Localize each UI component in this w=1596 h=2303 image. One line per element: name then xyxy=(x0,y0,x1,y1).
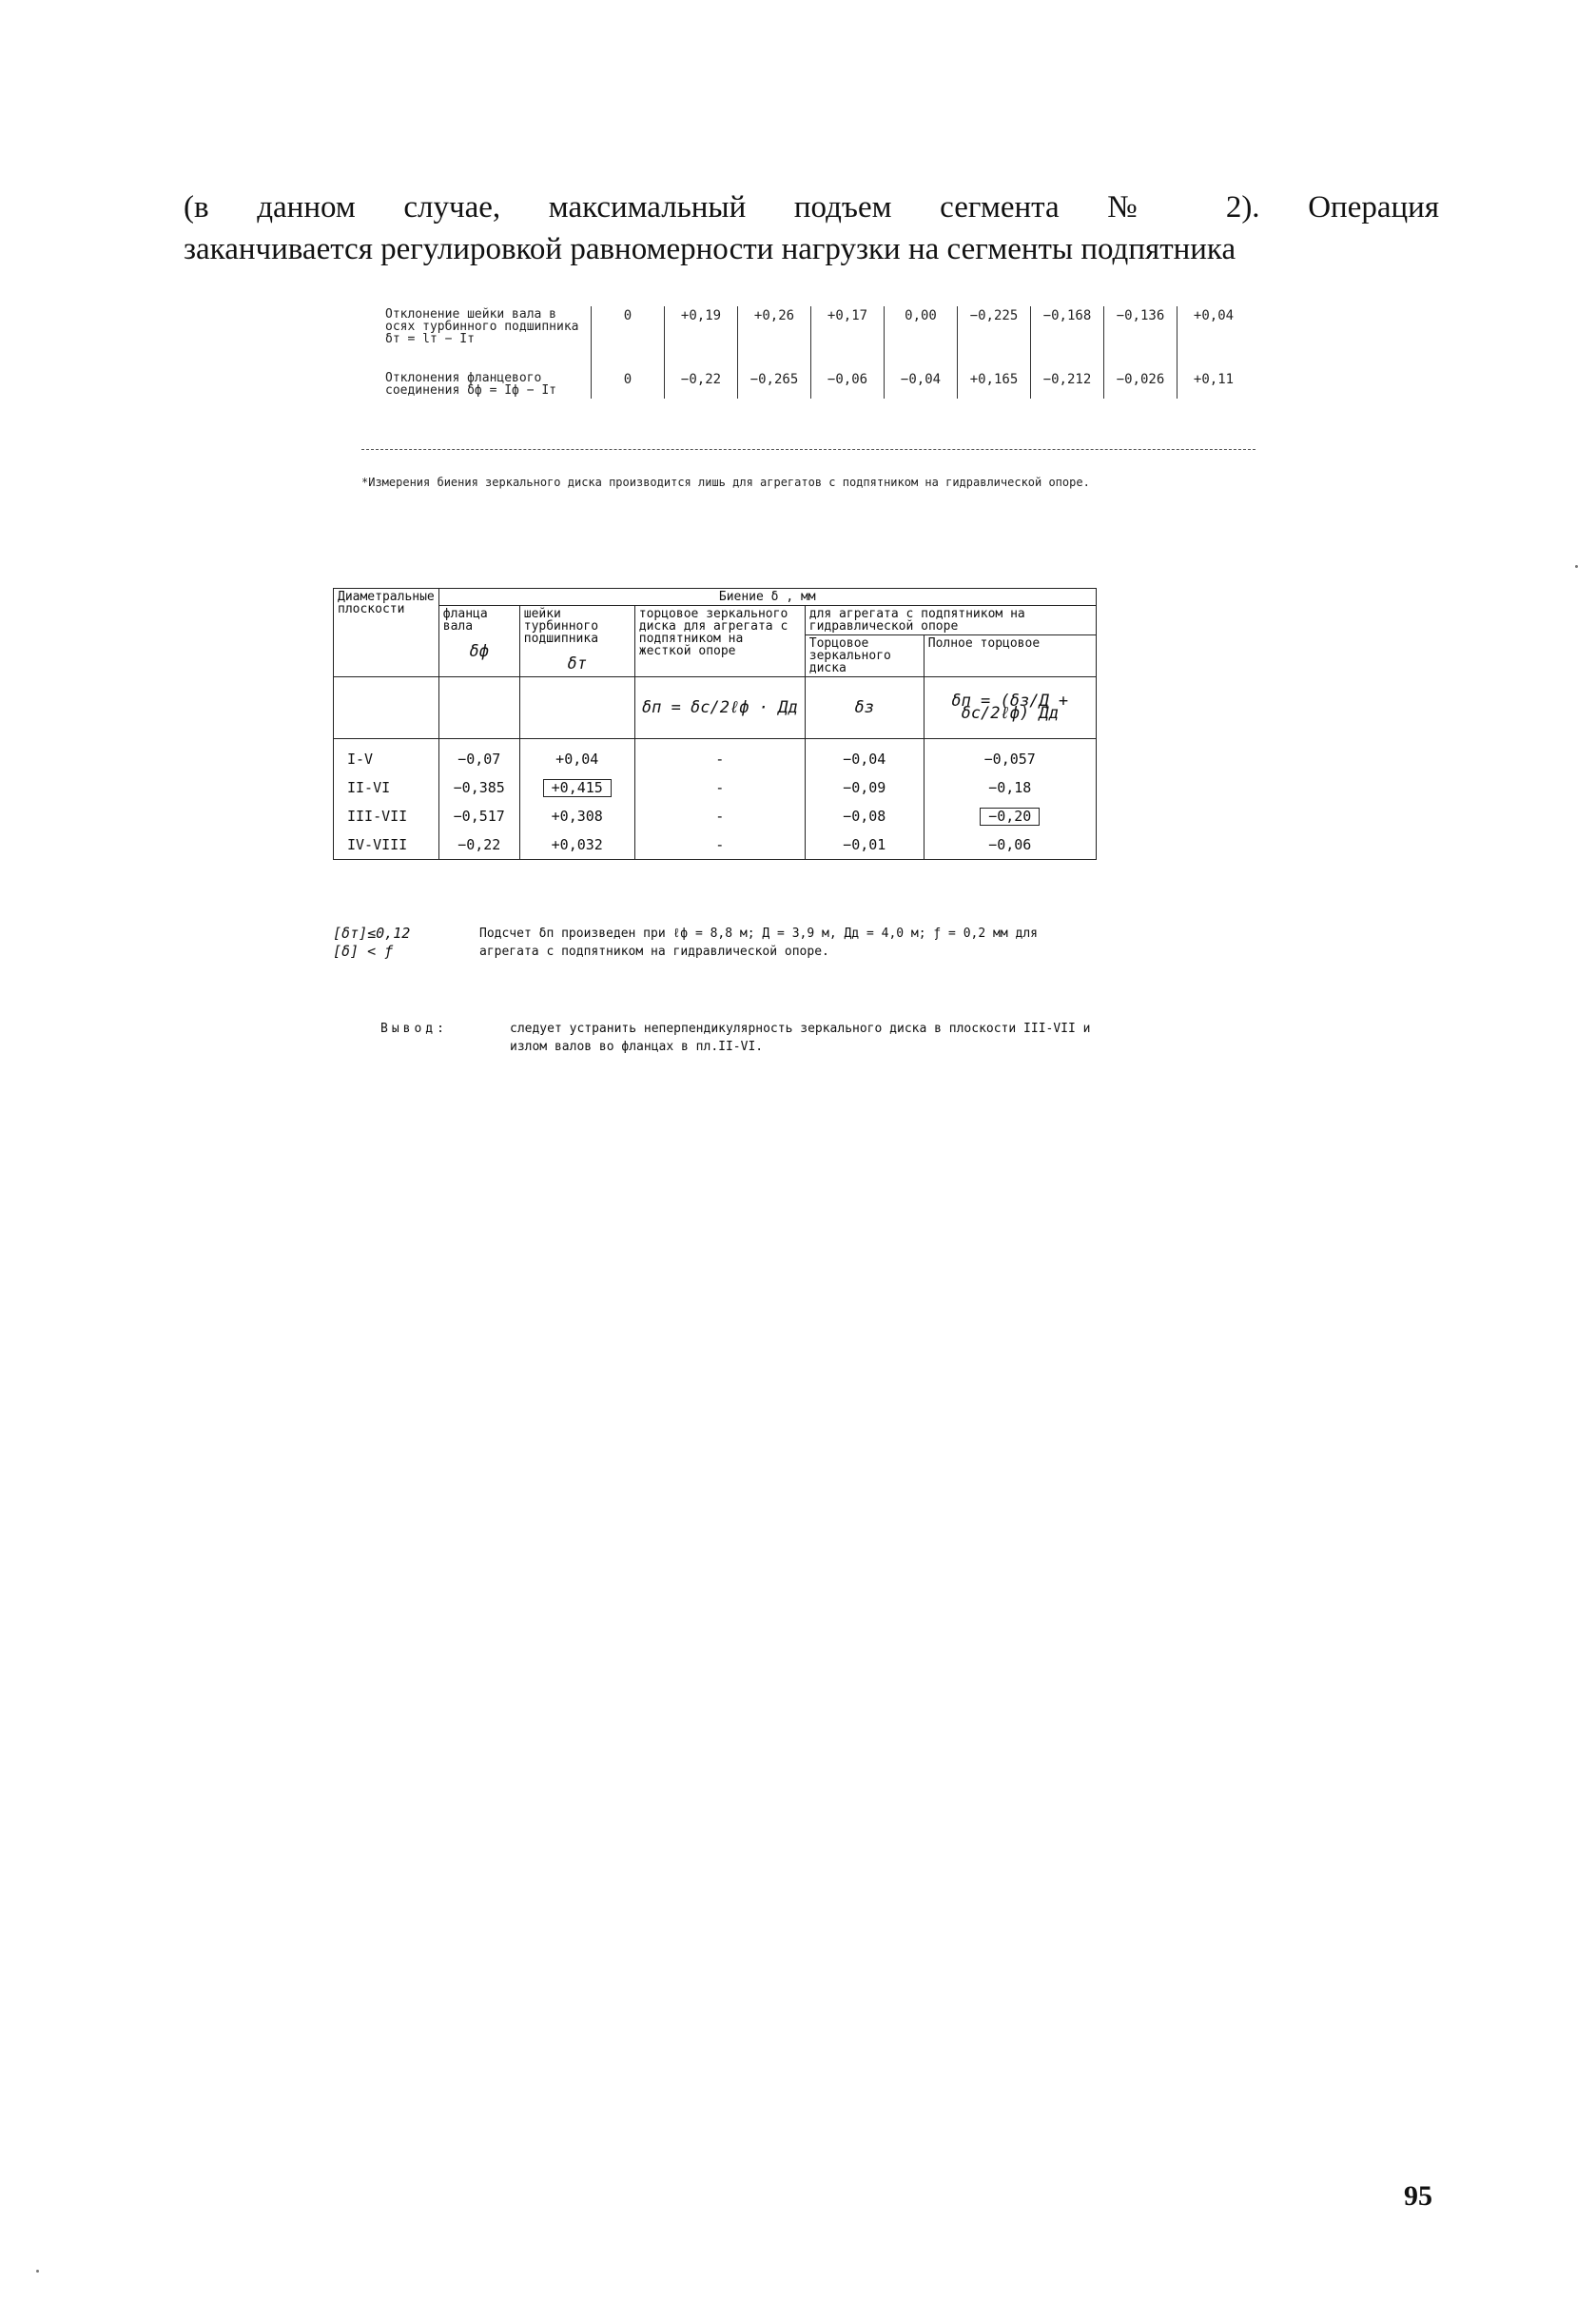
footnote: *Измерения биения зеркального диска производится лишь для агрегатов с подпятником на гидравлической опоре. xyxy=(361,476,1090,489)
deviation-cell: −0,136 xyxy=(1104,306,1178,347)
cell-flange: −0,385 xyxy=(438,773,519,802)
deviation-row xyxy=(361,347,1250,399)
deviation-table xyxy=(361,306,1250,399)
deviation-row xyxy=(361,306,1250,347)
formula-full: δп = (δз/Д + δс/2ℓф) Дд xyxy=(924,677,1096,739)
col-group-hydraulic: для агрегата с подпятником на гидравлической опоре xyxy=(805,606,1096,635)
deviation-cell: −0,225 xyxy=(958,306,1031,347)
col-header-flange-label: фланца вала xyxy=(442,607,488,634)
col-header-neck xyxy=(519,606,634,677)
table-row xyxy=(334,773,1097,802)
deviation-cell: +0,11 xyxy=(1193,372,1235,387)
runout-table xyxy=(333,588,1097,860)
conclusion-text: следует устранить неперпендикулярность зеркального диска в плоскости III-VII и излом валов во фланцах в пл.II-VI. xyxy=(510,1022,1091,1054)
cell-flange: −0,517 xyxy=(438,802,519,830)
col-header-end: Торцовое зеркального диска xyxy=(805,635,924,677)
table-row xyxy=(334,830,1097,860)
col-header-neck-label: шейки турбинного подшипника xyxy=(523,607,599,646)
cell-full: −0,06 xyxy=(924,830,1096,860)
cell-rigid: - xyxy=(634,830,805,860)
deviation-cell: +0,26 xyxy=(738,306,811,347)
cell-end: −0,09 xyxy=(805,773,924,802)
cell-flange: −0,22 xyxy=(438,830,519,860)
cell-flange: −0,07 xyxy=(438,739,519,774)
deviation-cell: −0,04 xyxy=(885,347,958,399)
col-header-flange-symbol: δф xyxy=(469,642,489,661)
formula-rigid: δп = δс/2ℓф · Дд xyxy=(634,677,805,739)
deviation-cell: 0 xyxy=(592,347,665,399)
cell-rigid: - xyxy=(634,802,805,830)
cell-neck: +0,308 xyxy=(519,802,634,830)
conclusion-label: Вывод: xyxy=(380,1022,448,1036)
deviation-cell: 0,00 xyxy=(885,306,958,347)
intro-paragraph xyxy=(184,186,1439,270)
deviation-row-label: Отклонение шейки вала в осях турбинного подшипника δт = lт − Iт xyxy=(361,306,592,347)
cell-end: −0,01 xyxy=(805,830,924,860)
table-row xyxy=(334,739,1097,774)
scan-speck xyxy=(1575,565,1578,568)
table-bottom-rule xyxy=(361,449,1255,450)
row-plane: II-VI xyxy=(334,773,439,802)
deviation-cell: +0,165 xyxy=(958,347,1031,399)
cell-neck xyxy=(519,773,634,802)
deviation-cell: +0,04 xyxy=(1193,308,1235,323)
intro-line-1: (в данном случае, максимальный подъем сегмента № 2). Операция xyxy=(184,190,1439,224)
intro-line-2: заканчивается регулировкой равномерности нагрузки на сегменты подпятника xyxy=(184,232,1236,266)
col-group-runout: Биение δ , мм xyxy=(438,589,1096,606)
cell-full xyxy=(924,802,1096,830)
calculation-note: Подсчет δп произведен при ℓф = 8,8 м; Д = 3,9 м, Дд = 4,0 м; ƒ = 0,2 мм для агрегата с подпятником на гидравлической опоре. xyxy=(479,927,1038,959)
cell-neck: +0,04 xyxy=(519,739,634,774)
boxed-value: +0,415 xyxy=(543,779,612,797)
cell-full: −0,057 xyxy=(924,739,1096,774)
formula-end-symbol: δз xyxy=(805,677,924,739)
deviation-cell: −0,212 xyxy=(1031,347,1104,399)
table-row xyxy=(334,802,1097,830)
col-header-full: Полное торцовое xyxy=(924,635,1096,677)
deviation-cell: −0,026 xyxy=(1104,347,1178,399)
tolerance-runout: [δ] < ƒ xyxy=(333,943,394,960)
row-plane: IV-VIII xyxy=(334,830,439,860)
col-header-flange xyxy=(438,606,519,677)
boxed-value: −0,20 xyxy=(980,808,1040,826)
cell-full: −0,18 xyxy=(924,773,1096,802)
deviation-cell: −0,06 xyxy=(811,347,885,399)
col-header-neck-symbol: δт xyxy=(567,654,587,673)
cell-rigid: - xyxy=(634,773,805,802)
row-plane: III-VII xyxy=(334,802,439,830)
cell-end: −0,04 xyxy=(805,739,924,774)
col-header-rigid: торцовое зеркального диска для агрегата с подпятником на жесткой опоре xyxy=(634,606,805,677)
deviation-row-label: Отклонения фланцевого соединения δф = Iф − Iт xyxy=(361,347,592,399)
cell-end: −0,08 xyxy=(805,802,924,830)
tolerance-notes xyxy=(333,925,457,961)
page-number: 95 xyxy=(1404,2180,1432,2212)
deviation-cell: −0,168 xyxy=(1031,306,1104,347)
deviation-cell: +0,17 xyxy=(811,306,885,347)
tolerance-neck: [δт]≤0,12 xyxy=(333,925,411,942)
deviation-cell: +0,19 xyxy=(665,306,738,347)
scan-speck xyxy=(36,2270,39,2273)
row-plane: I-V xyxy=(334,739,439,774)
deviation-cell: −0,22 xyxy=(665,347,738,399)
cell-neck: +0,032 xyxy=(519,830,634,860)
deviation-cell: 0 xyxy=(592,306,665,347)
col-header-plane: Диаметральные плоскости xyxy=(334,589,439,677)
deviation-cell: −0,265 xyxy=(738,347,811,399)
cell-rigid: - xyxy=(634,739,805,774)
